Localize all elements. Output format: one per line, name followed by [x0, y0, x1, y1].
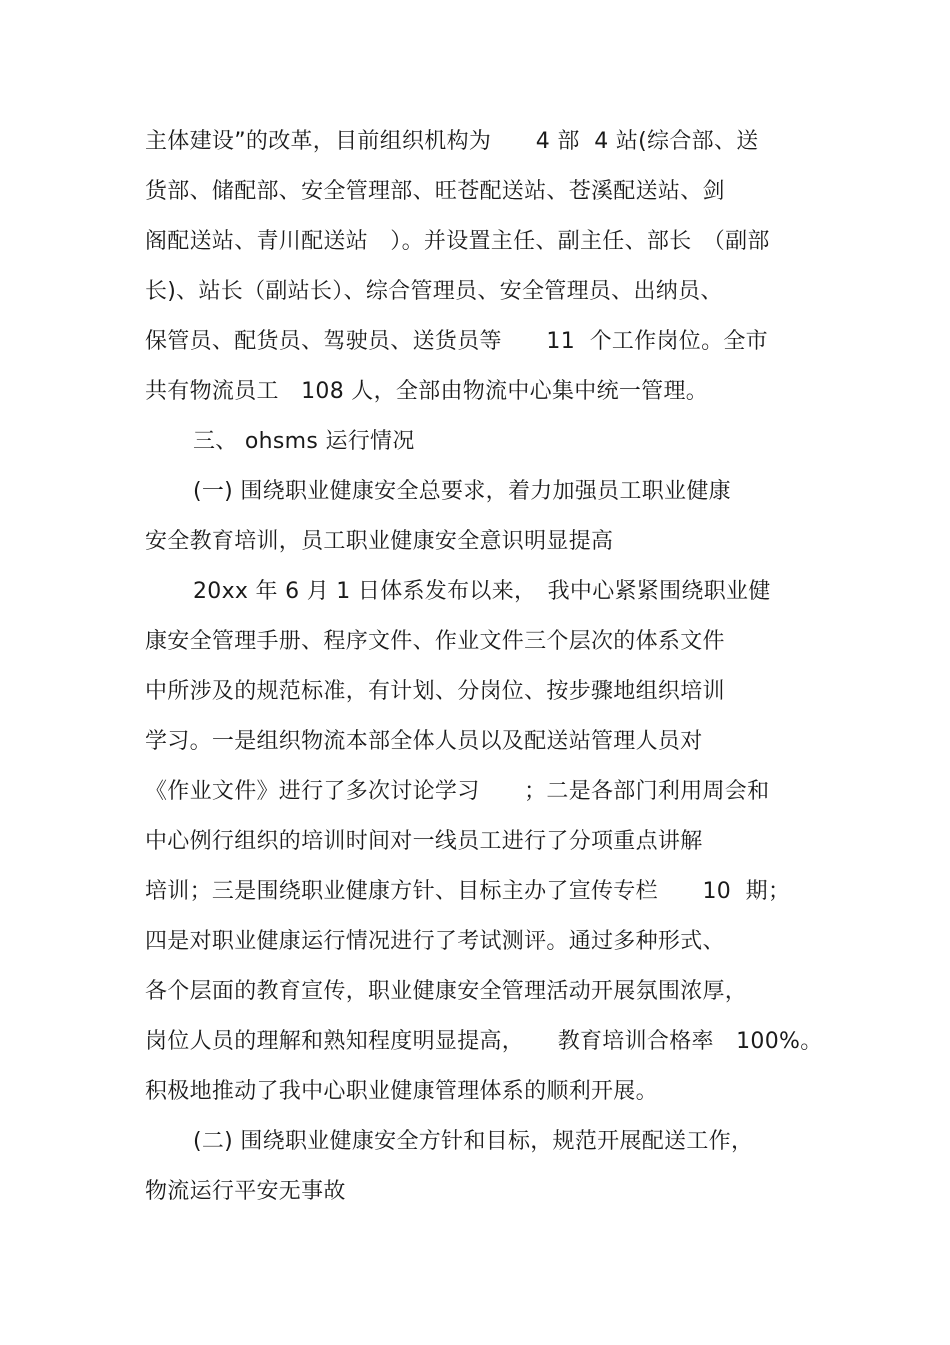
- text-line: 学习。一是组织物流本部全体人员以及配送站管理人员对: [145, 729, 703, 754]
- subsection-heading: (一) 围绕职业健康安全总要求，着力加强员工职业健康: [193, 479, 731, 504]
- section-heading: 三、 ohsms 运行情况: [193, 429, 415, 454]
- subsection-heading-continued: 安全教育培训，员工职业健康安全意识明显提高: [145, 529, 614, 554]
- text-line: 四是对职业健康运行情况进行了考试测评。通过多种形式、: [145, 929, 725, 954]
- text-line: 《作业文件》进行了多次讨论学习 ；二是各部门利用周会和: [145, 779, 770, 804]
- text-line: 货部、储配部、安全管理部、旺苍配送站、苍溪配送站、剑: [145, 179, 725, 204]
- text-line: 长)、站长（副站长）、综合管理员、安全管理员、出纳员、: [145, 279, 723, 304]
- subsection-heading: (二) 围绕职业健康安全方针和目标，规范开展配送工作，: [193, 1129, 754, 1154]
- text-line: 积极地推动了我中心职业健康管理体系的顺利开展。: [145, 1079, 658, 1104]
- text-line: 各个层面的教育宣传，职业健康安全管理活动开展氛围浓厚，: [145, 979, 748, 1004]
- text-line: 中所涉及的规范标准，有计划、分岗位、按步骤地组织培训: [145, 679, 725, 704]
- text-line: 主体建设”的改革，目前组织机构为 4 部 4 站(综合部、送: [145, 129, 759, 154]
- text-line: 康安全管理手册、程序文件、作业文件三个层次的体系文件: [145, 629, 725, 654]
- text-line: 阁配送站、青川配送站 ）。并设置主任、副主任、部长 （副部: [145, 229, 770, 254]
- text-line: 共有物流员工 108 人，全部由物流中心集中统一管理。: [145, 379, 709, 404]
- text-line: 保管员、配货员、驾驶员、送货员等 11 个工作岗位。全市: [145, 329, 768, 354]
- subsection-heading-continued: 物流运行平安无事故: [145, 1179, 346, 1204]
- text-line: 20xx 年 6 月 1 日体系发布以来， 我中心紧紧围绕职业健: [193, 579, 771, 604]
- text-line: 培训；三是围绕职业健康方针、目标主办了宣传专栏 10 期；: [145, 879, 791, 904]
- text-line: 中心例行组织的培训时间对一线员工进行了分项重点讲解: [145, 829, 703, 854]
- text-line: 岗位人员的理解和熟知程度明显提高， 教育培训合格率 100%。: [145, 1029, 823, 1054]
